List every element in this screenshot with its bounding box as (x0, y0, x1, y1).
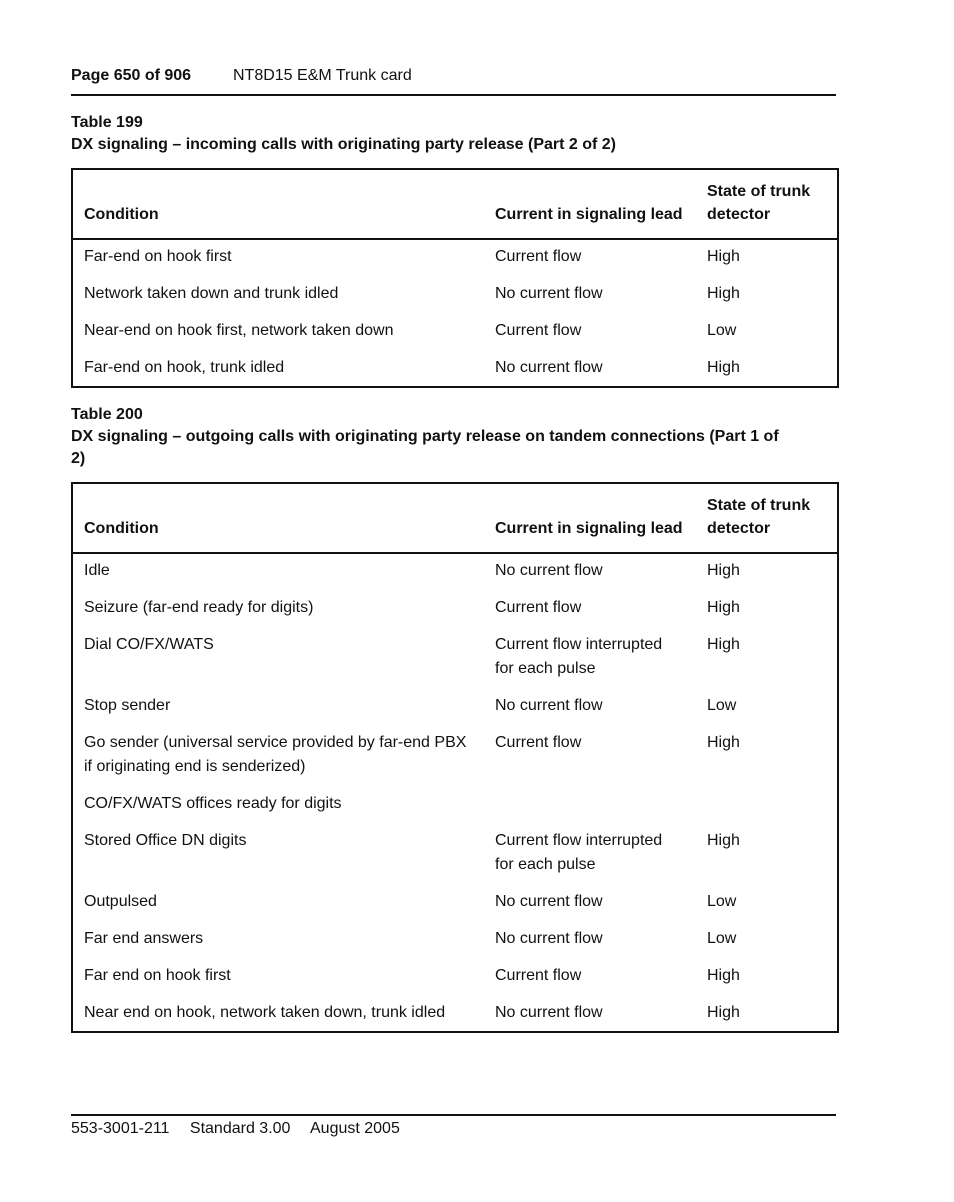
cell-current: No current flow (495, 930, 603, 947)
cell-condition: Near-end on hook first, network taken down (84, 322, 394, 339)
table-row (72, 822, 838, 883)
document-standard: Standard 3.00 (189, 1120, 291, 1137)
cell-state: High (707, 832, 740, 849)
cell-condition: Far-end on hook first (84, 248, 232, 265)
cell-current: Current flow (495, 967, 582, 984)
cell-condition: Far-end on hook, trunk idled (84, 359, 285, 376)
cell-state: High (707, 967, 740, 984)
table-row (72, 626, 838, 687)
table-row (72, 589, 838, 626)
cell-condition: Idle (84, 562, 110, 579)
cell-condition: Dial CO/FX/WATS (84, 636, 214, 653)
table-row (72, 883, 838, 920)
cell-current: Current flow (495, 248, 582, 265)
cell-current (484, 785, 696, 822)
document-number: 553-3001-211 (71, 1120, 170, 1137)
cell-condition: Seizure (far-end ready for digits) (84, 599, 314, 616)
table-row (72, 553, 838, 589)
table-200-number: Table 200 (71, 406, 143, 423)
table-200-caption (71, 404, 791, 470)
column-header-state: State of trunk detector (696, 169, 838, 239)
cell-state: High (707, 734, 740, 751)
cell-condition: Stop sender (84, 697, 171, 714)
table-row (72, 349, 838, 387)
cell-current: Current flow interrupted for each pulse (495, 636, 663, 677)
table-header-row (72, 483, 838, 553)
table-199-caption (71, 112, 616, 156)
column-header-state: State of trunk detector (696, 483, 838, 553)
page-number: Page 650 of 906 (71, 67, 192, 84)
column-header-condition: Condition (72, 483, 484, 553)
cell-state: High (707, 1004, 740, 1021)
page-footer (71, 1114, 836, 1138)
cell-state: High (707, 248, 740, 265)
cell-state (696, 785, 838, 822)
cell-current: No current flow (495, 562, 603, 579)
cell-state: High (707, 285, 740, 302)
cell-state: Low (707, 322, 737, 339)
cell-current: Current flow (495, 322, 582, 339)
table-row (72, 724, 838, 785)
table-199-title: DX signaling – incoming calls with originating party release (Part 2 of 2) (71, 136, 617, 153)
table-row (72, 920, 838, 957)
cell-state: High (707, 599, 740, 616)
cell-state: High (707, 359, 740, 376)
page-header (71, 64, 836, 96)
table-200 (71, 482, 839, 1033)
cell-state: Low (707, 930, 737, 947)
cell-current: Current flow (495, 734, 582, 751)
cell-condition: Go sender (universal service provided by far-end PBX if originating end is senderized) (84, 734, 467, 775)
table-row (72, 957, 838, 994)
column-header-condition: Condition (72, 169, 484, 239)
cell-current: Current flow (495, 599, 582, 616)
document-date: August 2005 (310, 1120, 400, 1137)
document-title: NT8D15 E&M Trunk card (233, 67, 412, 84)
table-row (72, 275, 838, 312)
cell-condition: CO/FX/WATS offices ready for digits (84, 795, 342, 812)
cell-state: Low (707, 893, 737, 910)
table-row (72, 312, 838, 349)
cell-current: No current flow (495, 893, 603, 910)
cell-state: High (707, 636, 740, 653)
column-header-current: Current in signaling lead (484, 169, 696, 239)
cell-state: High (707, 562, 740, 579)
table-199-number: Table 199 (71, 114, 143, 131)
table-row (72, 687, 838, 724)
cell-condition: Far end on hook first (84, 967, 231, 984)
table-row (72, 239, 838, 275)
cell-current: Current flow interrupted for each pulse (495, 832, 663, 873)
cell-condition: Outpulsed (84, 893, 157, 910)
cell-condition: Network taken down and trunk idled (84, 285, 339, 302)
cell-condition: Stored Office DN digits (84, 832, 247, 849)
table-199 (71, 168, 839, 388)
table-200-title: DX signaling – outgoing calls with originating party release on tandem connections (Part 1 of 2) (71, 428, 779, 467)
cell-state: Low (707, 697, 737, 714)
cell-condition: Near end on hook, network taken down, trunk idled (84, 1004, 446, 1021)
cell-condition: Far end answers (84, 930, 204, 947)
table-header-row (72, 169, 838, 239)
cell-current: No current flow (495, 697, 603, 714)
table-row (72, 994, 838, 1032)
column-header-current: Current in signaling lead (484, 483, 696, 553)
cell-current: No current flow (495, 285, 603, 302)
table-row (72, 785, 838, 822)
cell-current: No current flow (495, 359, 603, 376)
cell-current: No current flow (495, 1004, 603, 1021)
